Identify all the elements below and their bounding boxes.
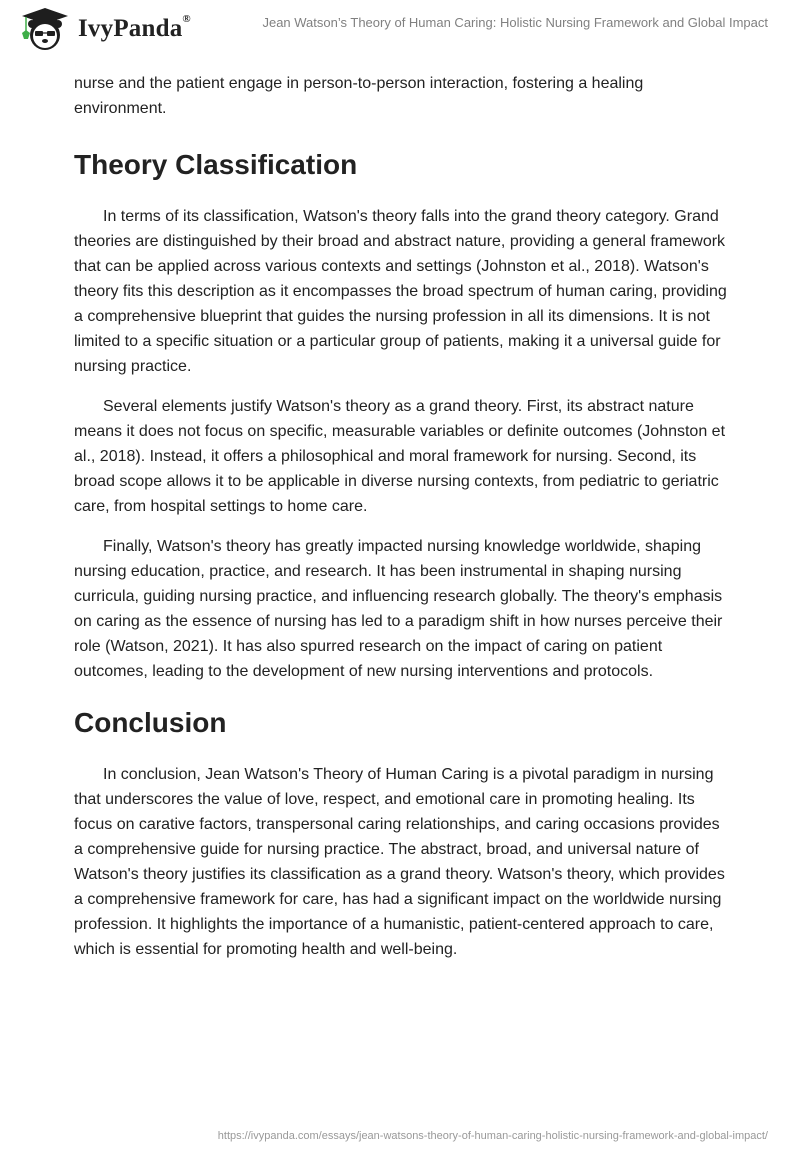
- paragraph: In terms of its classification, Watson's theory falls into the grand theory category. Grand theories are distinguished by their broad and abstract nature, providing a general framework that can be applied across various contexts and settings (Johnston et al., 2018). Watson's theory fits this description as it encompasses the broad spectrum of human caring, providing a comprehensive blueprint that guides the nursing profession in all its dimensions. It is not limited to a specific situation or a particular group of patients, making it a universal guide for nursing practice.: [74, 208, 727, 375]
- essay-content: [74, 71, 728, 962]
- paragraph: In conclusion, Jean Watson's Theory of Human Caring is a pivotal paradigm in nursing that underscores the value of love, respect, and emotional care in promoting healing. Its focus on carative factors, transpersonal caring relationships, and caring occasions provides a comprehensive guide for nursing practice. The abstract, broad, and universal nature of Watson's theory justifies its classification as a grand theory. Watson's theory, which provides a comprehensive framework for care, has had a significant impact on the worldwide nursing profession. It highlights the importance of a humanistic, patient-centered approach to care, which is essential for promoting health and well-being.: [74, 766, 725, 958]
- ivypanda-logo[interactable]: [18, 6, 191, 52]
- section-heading-conclusion: Conclusion: [74, 707, 227, 738]
- document-title: Jean Watson’s Theory of Human Caring: Holistic Nursing Framework and Global Impact: [262, 15, 768, 30]
- paragraph: Several elements justify Watson's theory as a grand theory. First, its abstract nature means it does not focus on specific, measurable variables or definite outcomes (Johnston et al., 2018). Instead, it offers a philosophical and moral framework for nursing. Second, its broad scope allows it to be applicable in diverse nursing contexts, from pediatric to geriatric care, from hospital settings to home care.: [74, 398, 726, 515]
- paragraph: Finally, Watson's theory has greatly impacted nursing knowledge worldwide, shaping nursing education, practice, and research. It has been instrumental in shaping nursing curricula, guiding nursing practice, and influencing research globally. The theory's emphasis on caring as the essence of nursing has led to a paradigm shift in how nurses perceive their role (Watson, 2021). It has also spurred research on the impact of caring on patient outcomes, leading to the development of new nursing interventions and protocols.: [74, 538, 723, 680]
- section-heading-theory-classification: Theory Classification: [74, 149, 358, 180]
- page-header: [0, 0, 800, 56]
- intro-fragment-paragraph: nurse and the patient engage in person-to-person interaction, fostering a healing environment.: [74, 75, 644, 117]
- panda-graduate-icon: [18, 6, 72, 52]
- logo-wordmark: IvyPanda®: [78, 13, 191, 42]
- source-url-link[interactable]: https://ivypanda.com/essays/jean-watsons-theory-of-human-caring-holistic-nursing-framework-and-global-impact/: [217, 1130, 768, 1142]
